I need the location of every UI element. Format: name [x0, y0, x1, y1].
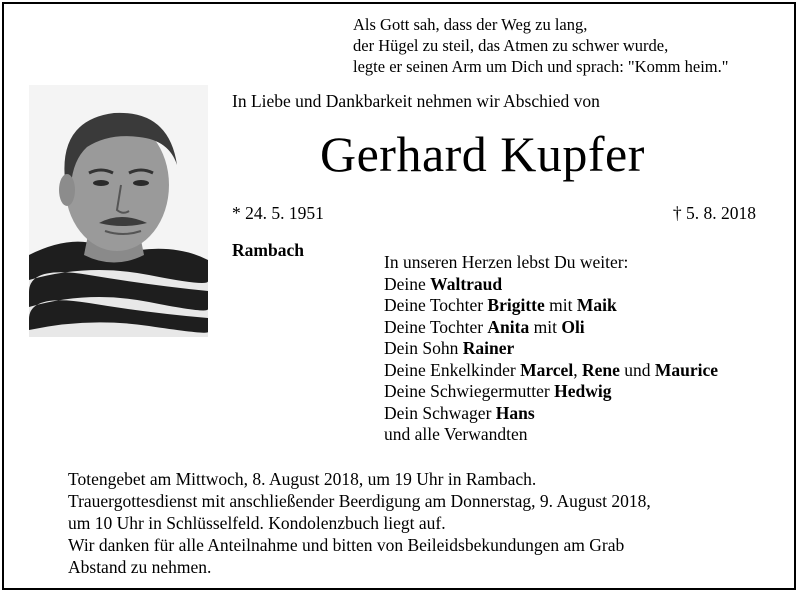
obituary-notice [2, 2, 796, 590]
poem [353, 14, 728, 77]
funeral-notice [68, 468, 651, 578]
notice-line: Wir danken für alle Anteilnahme und bitten von Beileidsbekundungen am Grab [68, 535, 625, 555]
survivor-line: Dein Schwager Hans [384, 402, 535, 423]
survivor-line: Deine Tochter Brigitte mit Maik [384, 295, 617, 315]
survivor-line: Deine Tochter Anita mit Oli [384, 316, 585, 337]
survivor-line: Deine Schwiegermutter Hedwig [384, 381, 612, 401]
portrait-image [29, 85, 208, 337]
poem-line: der Hügel zu steil, das Atmen zu schwer wurde, [353, 36, 669, 55]
survivor-line: Deine Waltraud [384, 273, 503, 294]
survivors-list [384, 252, 718, 446]
hometown: Rambach [232, 240, 304, 260]
survivor-line: Dein Sohn Rainer [384, 338, 515, 358]
notice-line: um 10 Uhr in Schlüsselfeld. Kondolenzbuch liegt auf. [68, 513, 446, 533]
notice-line: Abstand zu nehmen. [68, 557, 212, 577]
notice-line: Trauergottesdienst mit anschließender Beerdigung am Donnerstag, 9. August 2018, [68, 491, 651, 511]
portrait-photo [29, 85, 208, 337]
survivor-line: Deine Enkelkinder Marcel, Rene und Maurice [384, 359, 719, 380]
birth-date: * 24. 5. 1951 [232, 203, 324, 223]
notice-line: Totengebet am Mittwoch, 8. August 2018, um 19 Uhr in Rambach. [68, 469, 537, 489]
survivors-heading: In unseren Herzen lebst Du weiter: [384, 252, 629, 272]
death-date: † 5. 8. 2018 [672, 203, 756, 223]
poem-line: legte er seinen Arm um Dich und sprach: "Komm heim." [353, 57, 729, 76]
poem-line: Als Gott sah, dass der Weg zu lang, [353, 15, 588, 34]
deceased-name: Gerhard Kupfer [320, 126, 645, 182]
intro-line: In Liebe und Dankbarkeit nehmen wir Abschied von [232, 91, 600, 111]
survivor-line: und alle Verwandten [384, 424, 528, 444]
